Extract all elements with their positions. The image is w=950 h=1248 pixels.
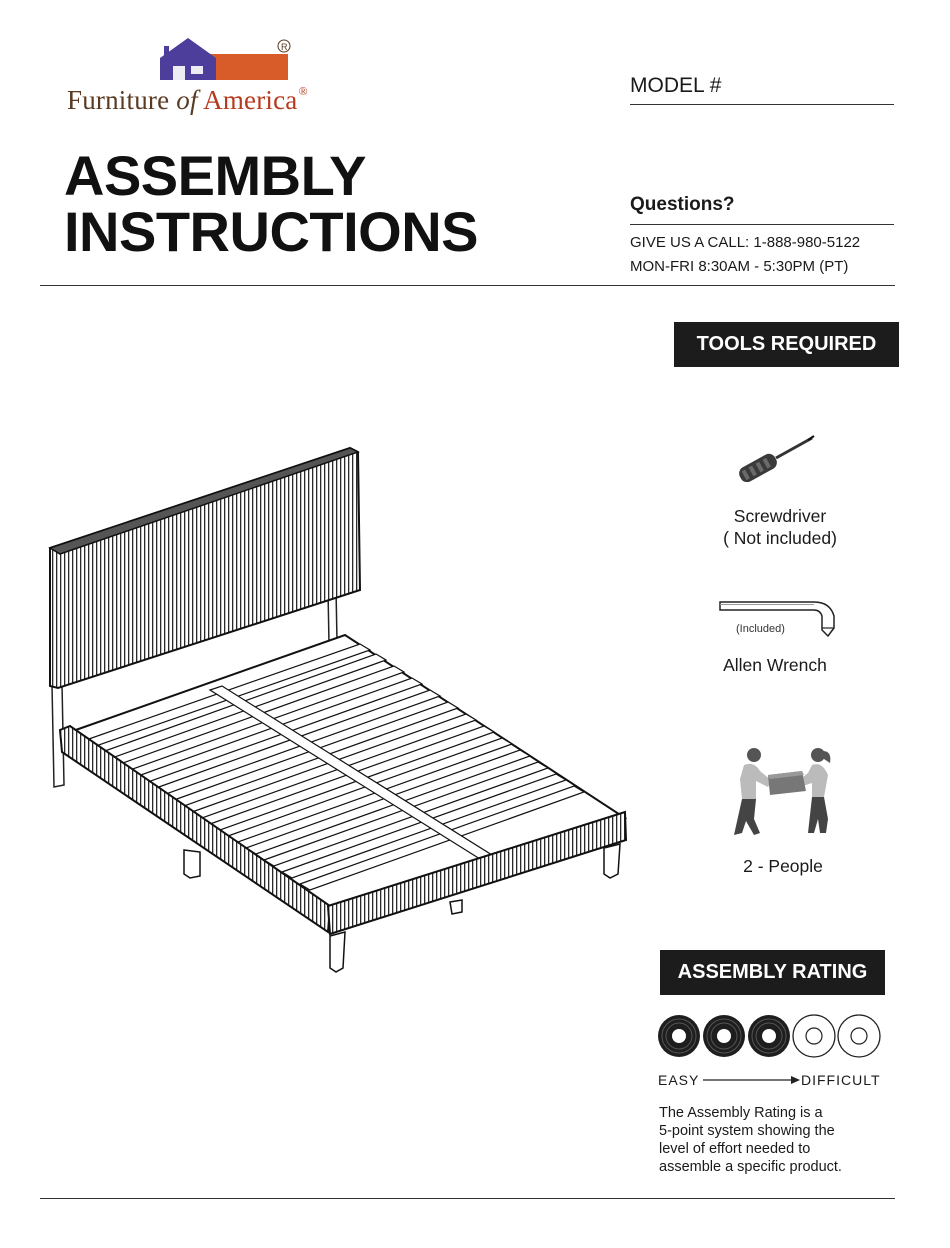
rating-description-line: level of effort needed to <box>659 1141 811 1157</box>
svg-text:R: R <box>281 42 288 52</box>
platform-bed-illustration <box>40 440 640 980</box>
screwdriver-note: ( Not included) <box>723 528 837 548</box>
hours-line: MON-FRI 8:30AM - 5:30PM (PT) <box>630 258 849 275</box>
easy-label: EASY <box>658 1072 700 1088</box>
registered-mark: ® <box>298 84 308 98</box>
questions-underline <box>630 224 894 225</box>
rating-circle-empty <box>793 1015 835 1057</box>
title-line-2: INSTRUCTIONS <box>64 200 478 263</box>
footer-divider <box>40 1198 895 1199</box>
brand-word-furniture: Furniture <box>67 85 170 115</box>
screwdriver-icon <box>736 434 816 482</box>
brand-logo <box>60 34 360 124</box>
brand-name <box>67 84 308 116</box>
house-logo-icon <box>60 34 360 86</box>
allen-wrench-label: Allen Wrench <box>723 655 827 675</box>
title-line-1: ASSEMBLY <box>64 144 367 207</box>
model-underline <box>630 104 894 105</box>
two-people-icon <box>720 745 848 839</box>
difficult-label: DIFFICULT <box>801 1072 881 1088</box>
phone-line: GIVE US A CALL: 1-888-980-5122 <box>630 234 861 251</box>
brand-word-america: America <box>203 85 298 115</box>
questions-heading: Questions? <box>630 194 735 215</box>
page-title <box>64 144 478 263</box>
difficulty-arrow-icon <box>703 1074 801 1086</box>
rating-description-line: 5-point system showing the <box>659 1123 835 1139</box>
rating-circle-filled <box>658 1015 700 1057</box>
rating-description <box>659 1104 889 1176</box>
header-divider <box>40 285 895 286</box>
rating-circle-filled <box>748 1015 790 1057</box>
allen-wrench-note: (Included) <box>736 623 785 635</box>
model-label: MODEL # <box>630 74 722 97</box>
brand-word-of: of <box>176 85 198 115</box>
rating-description-line: assemble a specific product. <box>659 1159 842 1175</box>
rating-circle-filled <box>703 1015 745 1057</box>
assembly-rating-banner: ASSEMBLY RATING <box>660 950 885 995</box>
screwdriver-label: Screwdriver <box>733 506 827 526</box>
two-people-label: 2 - People <box>743 856 823 876</box>
tools-required-banner: TOOLS REQUIRED <box>674 322 899 367</box>
rating-circles <box>655 1012 887 1060</box>
rating-description-line: The Assembly Rating is a <box>659 1105 823 1121</box>
allen-wrench-icon <box>718 598 842 642</box>
rating-circle-empty <box>838 1015 880 1057</box>
